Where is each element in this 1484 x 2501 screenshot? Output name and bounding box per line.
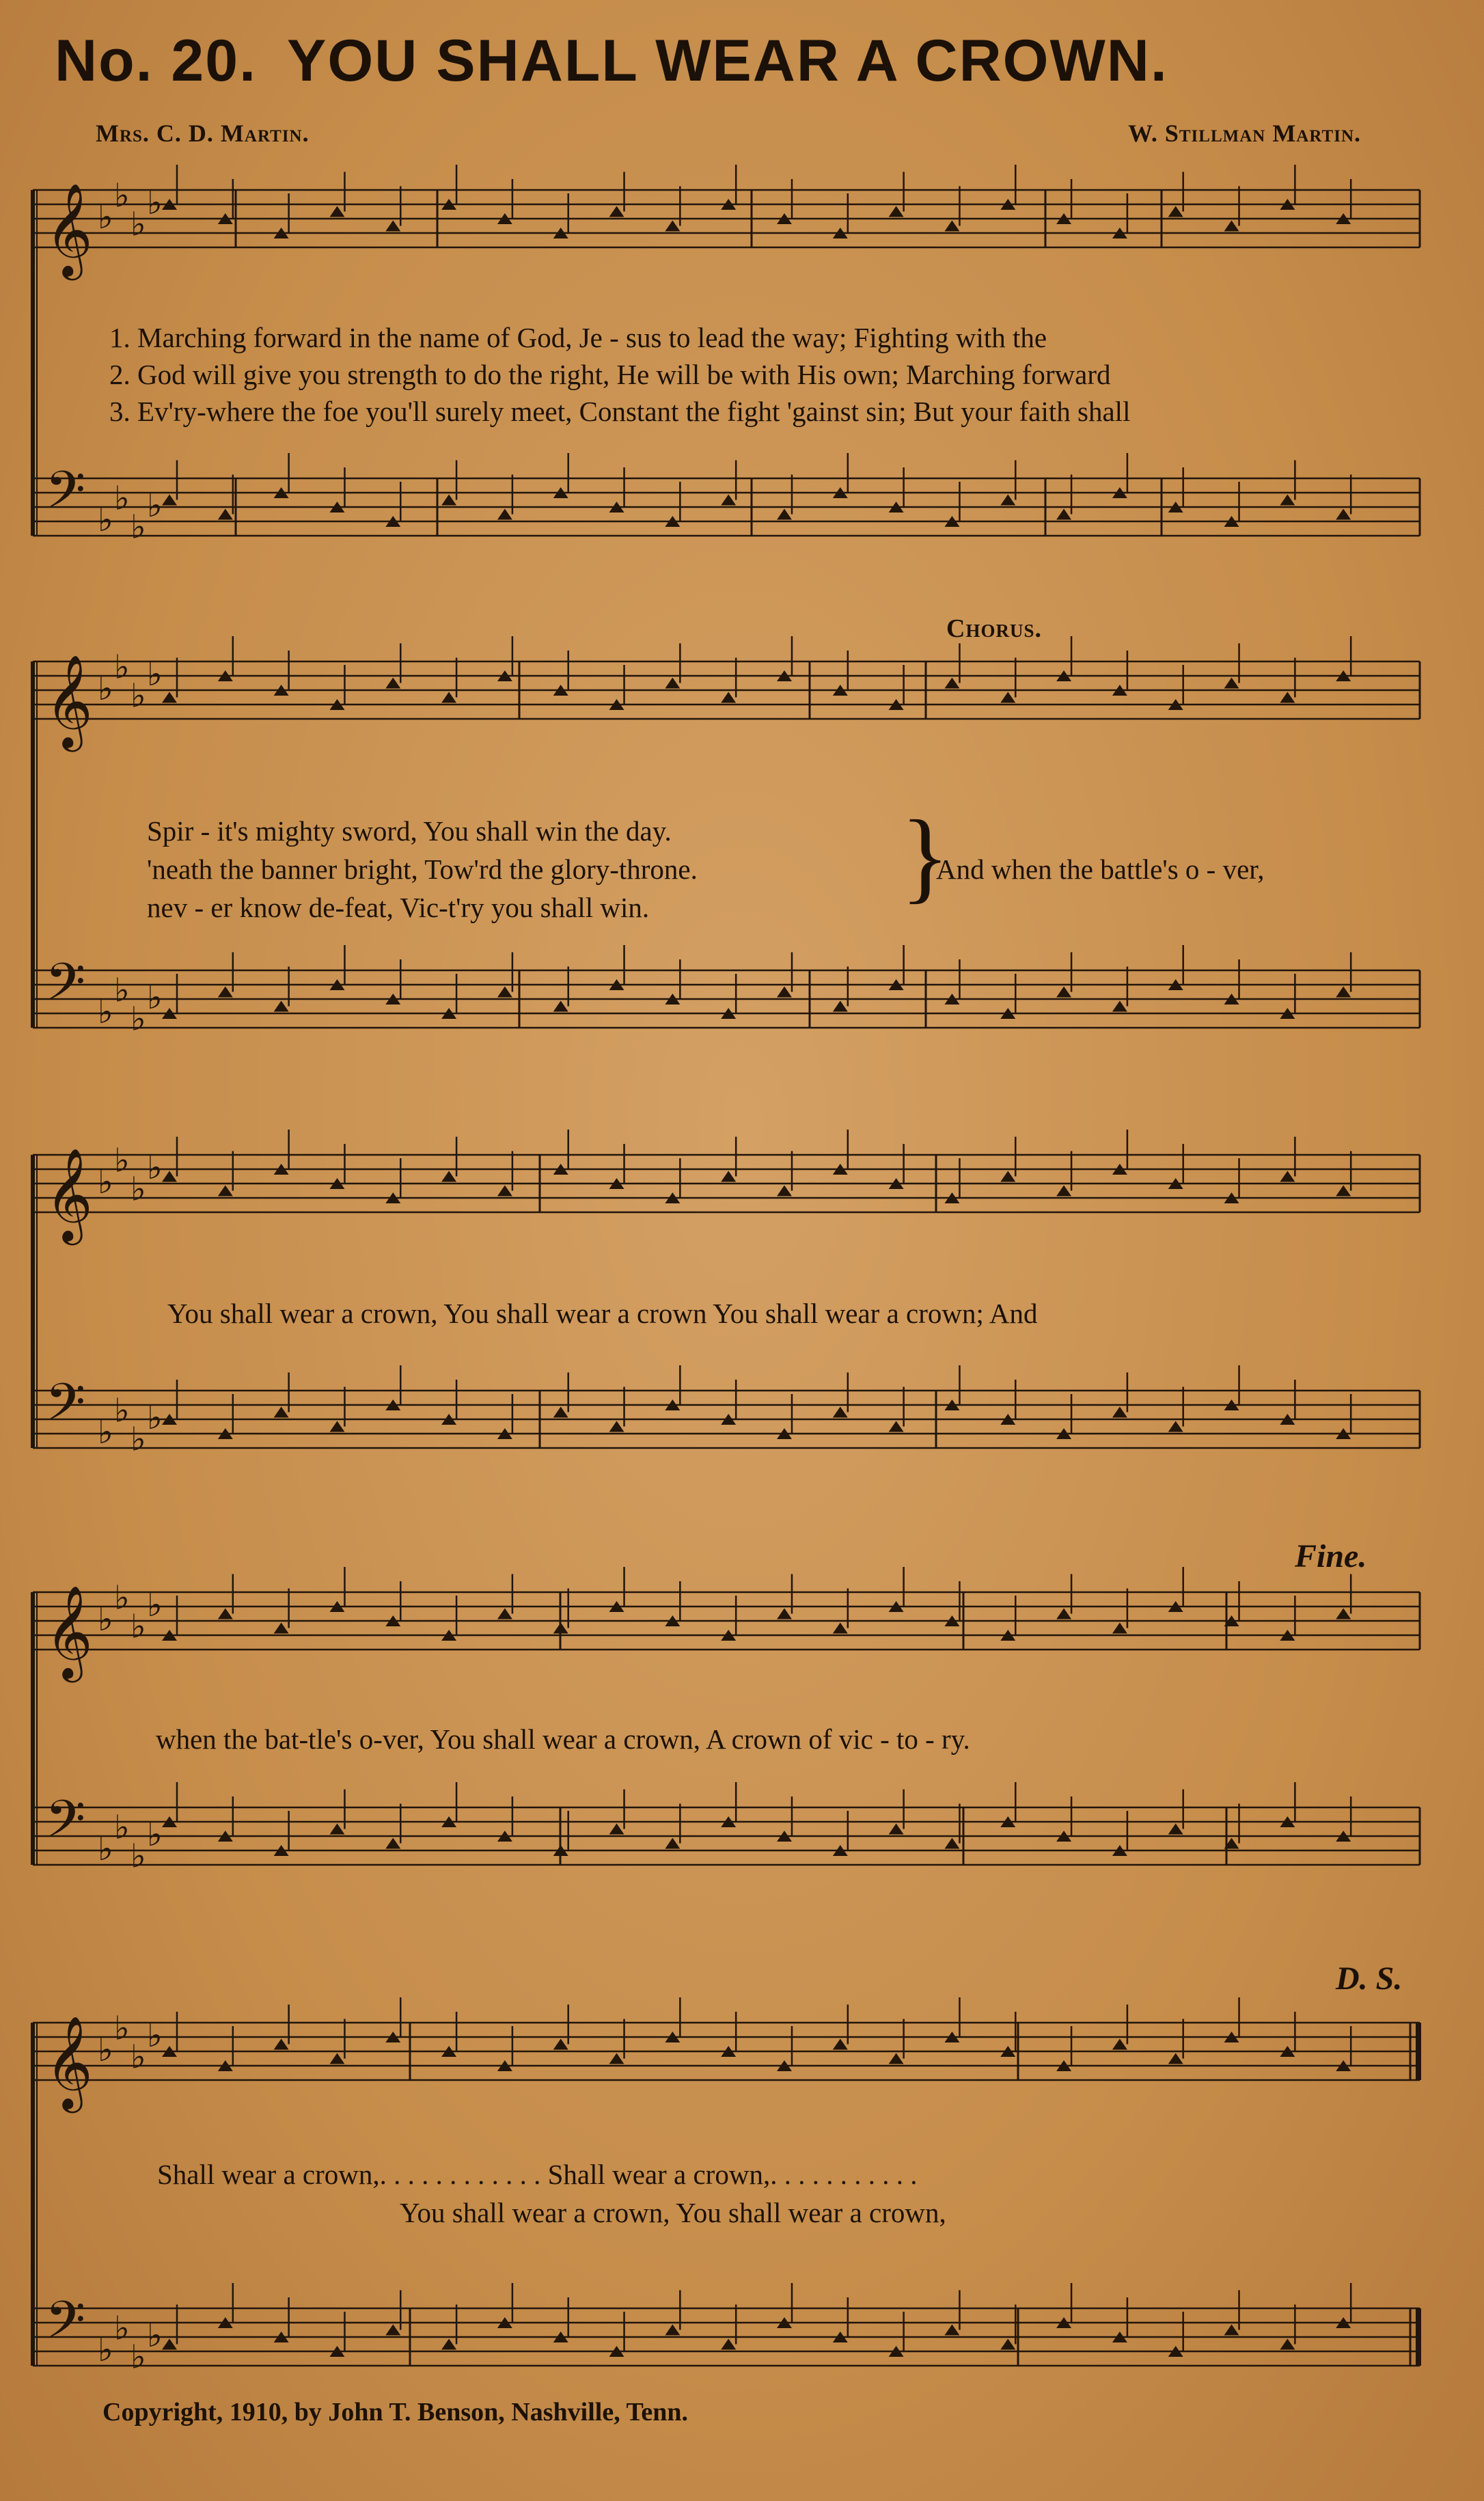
bass-clef-icon: 𝄢: [45, 460, 86, 533]
flat-icon: ♭: [114, 2009, 130, 2048]
verse-1-line-2: Spir - it's mighty sword, You shall win the day.: [147, 815, 672, 847]
note-head: [833, 1623, 848, 1634]
note-head: [1224, 2325, 1239, 2336]
flat-icon: ♭: [98, 993, 113, 1031]
flat-icon: ♭: [147, 1149, 163, 1187]
note-head: [1168, 2053, 1183, 2064]
flat-icon: ♭: [130, 205, 146, 244]
note-head: [553, 1001, 568, 1012]
flat-icon: ♭: [98, 1163, 113, 1201]
note-head: [944, 678, 959, 689]
note-head: [441, 2339, 456, 2350]
note-head: [162, 1171, 177, 1182]
note-head: [497, 1186, 512, 1197]
note-head: [609, 1824, 624, 1835]
note-head: [665, 1838, 680, 1849]
note-head: [329, 1421, 344, 1432]
note-head: [553, 1623, 568, 1634]
chorus-line-2: You shall wear a crown, You shall wear a crown You shall wear a crown; And: [167, 1298, 1038, 1329]
note-head: [1056, 1609, 1071, 1620]
verse-1-line-1: 1. Marching forward in the name of God, Je - sus to lead the way; Fighting with the: [109, 322, 1047, 353]
note-head: [665, 2325, 680, 2336]
note-head: [777, 987, 792, 998]
note-head: [162, 2339, 177, 2350]
flat-icon: ♭: [130, 1837, 146, 1876]
flat-icon: ♭: [114, 1808, 130, 1847]
flat-icon: ♭: [130, 2338, 146, 2377]
note-head: [385, 678, 400, 689]
note-head: [218, 1186, 233, 1197]
note-head: [1168, 1824, 1183, 1835]
flat-icon: ♭: [130, 1607, 146, 1646]
note-head: [1336, 987, 1351, 998]
note-head: [274, 1623, 289, 1634]
verse-2-line-2: 'neath the banner bright, Tow'rd the glory-throne.: [147, 853, 698, 885]
note-head: [441, 495, 456, 506]
note-head: [441, 1171, 456, 1182]
flat-icon: ♭: [147, 184, 163, 222]
note-head: [274, 1001, 289, 1012]
note-head: [162, 495, 177, 506]
note-head: [497, 509, 512, 520]
note-head: [1280, 1171, 1295, 1182]
note-head: [609, 206, 624, 217]
treble-clef-icon: 𝄞: [45, 182, 93, 276]
chorus-line-1: And when the battle's o - ver,: [936, 853, 1265, 885]
flat-icon: ♭: [130, 1000, 146, 1039]
flat-icon: ♭: [98, 670, 113, 708]
note-head: [777, 1186, 792, 1197]
note-head: [889, 1421, 904, 1432]
note-head: [1112, 1623, 1127, 1634]
note-head: [1112, 1001, 1127, 1012]
flat-icon: ♭: [147, 1399, 163, 1437]
note-head: [889, 2053, 904, 2064]
flat-icon: ♭: [147, 1816, 163, 1854]
flat-icon: ♭: [130, 508, 146, 547]
lyricist-credit: Mrs. C. D. Martin.: [96, 120, 310, 147]
chorus-line-3: when the bat-tle's o-ver, You shall wear a crown, A crown of vic - to - ry.: [156, 1723, 970, 1755]
note-head: [1168, 1421, 1183, 1432]
ds-mark: D. S.: [1336, 1960, 1403, 1997]
treble-clef-icon: 𝄞: [45, 2014, 93, 2109]
verse-3-line-2: nev - er know de-feat, Vic-t'ry you shall win.: [147, 892, 650, 923]
flat-icon: ♭: [114, 479, 130, 518]
note-head: [385, 2325, 400, 2336]
hymn-title: YOU SHALL WEAR A CROWN.: [286, 28, 1168, 94]
note-head: [218, 509, 233, 520]
flat-icon: ♭: [147, 1586, 163, 1624]
note-head: [609, 2053, 624, 2064]
treble-clef-icon: 𝄞: [45, 1147, 93, 1241]
note-head: [1168, 206, 1183, 217]
copyright-notice: Copyright, 1910, by John T. Benson, Nashville, Tenn.: [102, 2398, 689, 2427]
verse-brace: }: [901, 800, 950, 913]
hymn-number: No. 20.: [55, 28, 257, 94]
note-head: [1056, 987, 1071, 998]
note-head: [385, 1838, 400, 1849]
note-head: [1336, 1609, 1351, 1620]
flat-icon: ♭: [147, 487, 163, 525]
note-head: [665, 221, 680, 232]
note-head: [162, 692, 177, 703]
bass-clef-icon: 𝄢: [45, 952, 86, 1025]
bass-clef-icon: 𝄢: [45, 1372, 86, 1445]
flat-icon: ♭: [98, 1830, 113, 1868]
note-head: [1000, 2339, 1015, 2350]
flat-icon: ♭: [114, 648, 130, 687]
flat-icon: ♭: [98, 2031, 113, 2069]
composer-credit: W. Stillman Martin.: [1128, 120, 1361, 147]
flat-icon: ♭: [114, 1141, 130, 1180]
note-head: [1224, 221, 1239, 232]
note-head: [1336, 1186, 1351, 1197]
note-head: [609, 1421, 624, 1432]
note-head: [274, 2039, 289, 2050]
note-head: [1000, 1171, 1015, 1182]
flat-icon: ♭: [98, 2331, 113, 2369]
note-head: [1000, 495, 1015, 506]
flat-icon: ♭: [130, 676, 146, 715]
flat-icon: ♭: [130, 1170, 146, 1209]
flat-icon: ♭: [114, 1578, 130, 1617]
note-head: [1224, 678, 1239, 689]
note-head: [1056, 1186, 1071, 1197]
note-head: [777, 509, 792, 520]
note-head: [833, 2039, 848, 2050]
verse-2-line-1: 2. God will give you strength to do the right, He will be with His own; Marching forward: [109, 359, 1111, 390]
note-head: [777, 1609, 792, 1620]
note-head: [1056, 509, 1071, 520]
fine-mark: Fine.: [1295, 1538, 1367, 1574]
note-head: [385, 221, 400, 232]
note-head: [665, 678, 680, 689]
verse-3-line-1: 3. Ev'ry-where the foe you'll surely meet, Constant the fight 'gainst sin; But your faith shall: [109, 396, 1131, 427]
note-head: [1280, 2339, 1295, 2350]
note-head: [497, 987, 512, 998]
bass-clef-icon: 𝄢: [45, 2290, 86, 2363]
flat-icon: ♭: [147, 655, 163, 694]
flat-icon: ♭: [114, 176, 130, 215]
note-head: [721, 2339, 736, 2350]
chorus-line-4a: Shall wear a crown,. . . . . . . . . . . . Shall wear a crown,. . . . . . . . . . .: [157, 2159, 918, 2190]
note-head: [218, 1609, 233, 1620]
note-head: [889, 1824, 904, 1835]
note-head: [833, 1407, 848, 1418]
treble-clef-icon: 𝄞: [45, 1584, 93, 1678]
bass-clef-icon: 𝄢: [45, 1789, 86, 1862]
treble-clef-icon: 𝄞: [45, 653, 93, 748]
note-head: [1000, 692, 1015, 703]
flat-icon: ♭: [130, 1420, 146, 1459]
note-head: [553, 2039, 568, 2050]
note-head: [1336, 509, 1351, 520]
flat-icon: ♭: [147, 979, 163, 1017]
chorus-line-4b: You shall wear a crown, You shall wear a crown,: [400, 2197, 946, 2228]
flat-icon: ♭: [147, 2316, 163, 2355]
flat-icon: ♭: [114, 2309, 130, 2348]
note-head: [218, 987, 233, 998]
flat-icon: ♭: [114, 1391, 130, 1430]
note-head: [889, 206, 904, 217]
note-head: [721, 1171, 736, 1182]
note-head: [329, 2053, 344, 2064]
flat-icon: ♭: [114, 971, 130, 1010]
flat-icon: ♭: [130, 2038, 146, 2077]
flat-icon: ♭: [98, 1600, 113, 1639]
note-head: [944, 1838, 959, 1849]
flat-icon: ♭: [98, 198, 113, 236]
note-head: [497, 1609, 512, 1620]
note-head: [1280, 495, 1295, 506]
note-head: [441, 692, 456, 703]
note-head: [944, 2325, 959, 2336]
chorus-label: Chorus.: [946, 614, 1042, 643]
flat-icon: ♭: [98, 501, 113, 539]
note-head: [274, 1407, 289, 1418]
note-head: [721, 495, 736, 506]
flat-icon: ♭: [147, 2017, 163, 2055]
note-head: [1112, 1407, 1127, 1418]
note-head: [833, 1001, 848, 1012]
note-head: [553, 1407, 568, 1418]
note-head: [944, 221, 959, 232]
note-head: [721, 692, 736, 703]
note-head: [329, 1824, 344, 1835]
note-head: [329, 206, 344, 217]
note-head: [1280, 692, 1295, 703]
note-head: [1112, 2039, 1127, 2050]
flat-icon: ♭: [98, 1413, 113, 1451]
